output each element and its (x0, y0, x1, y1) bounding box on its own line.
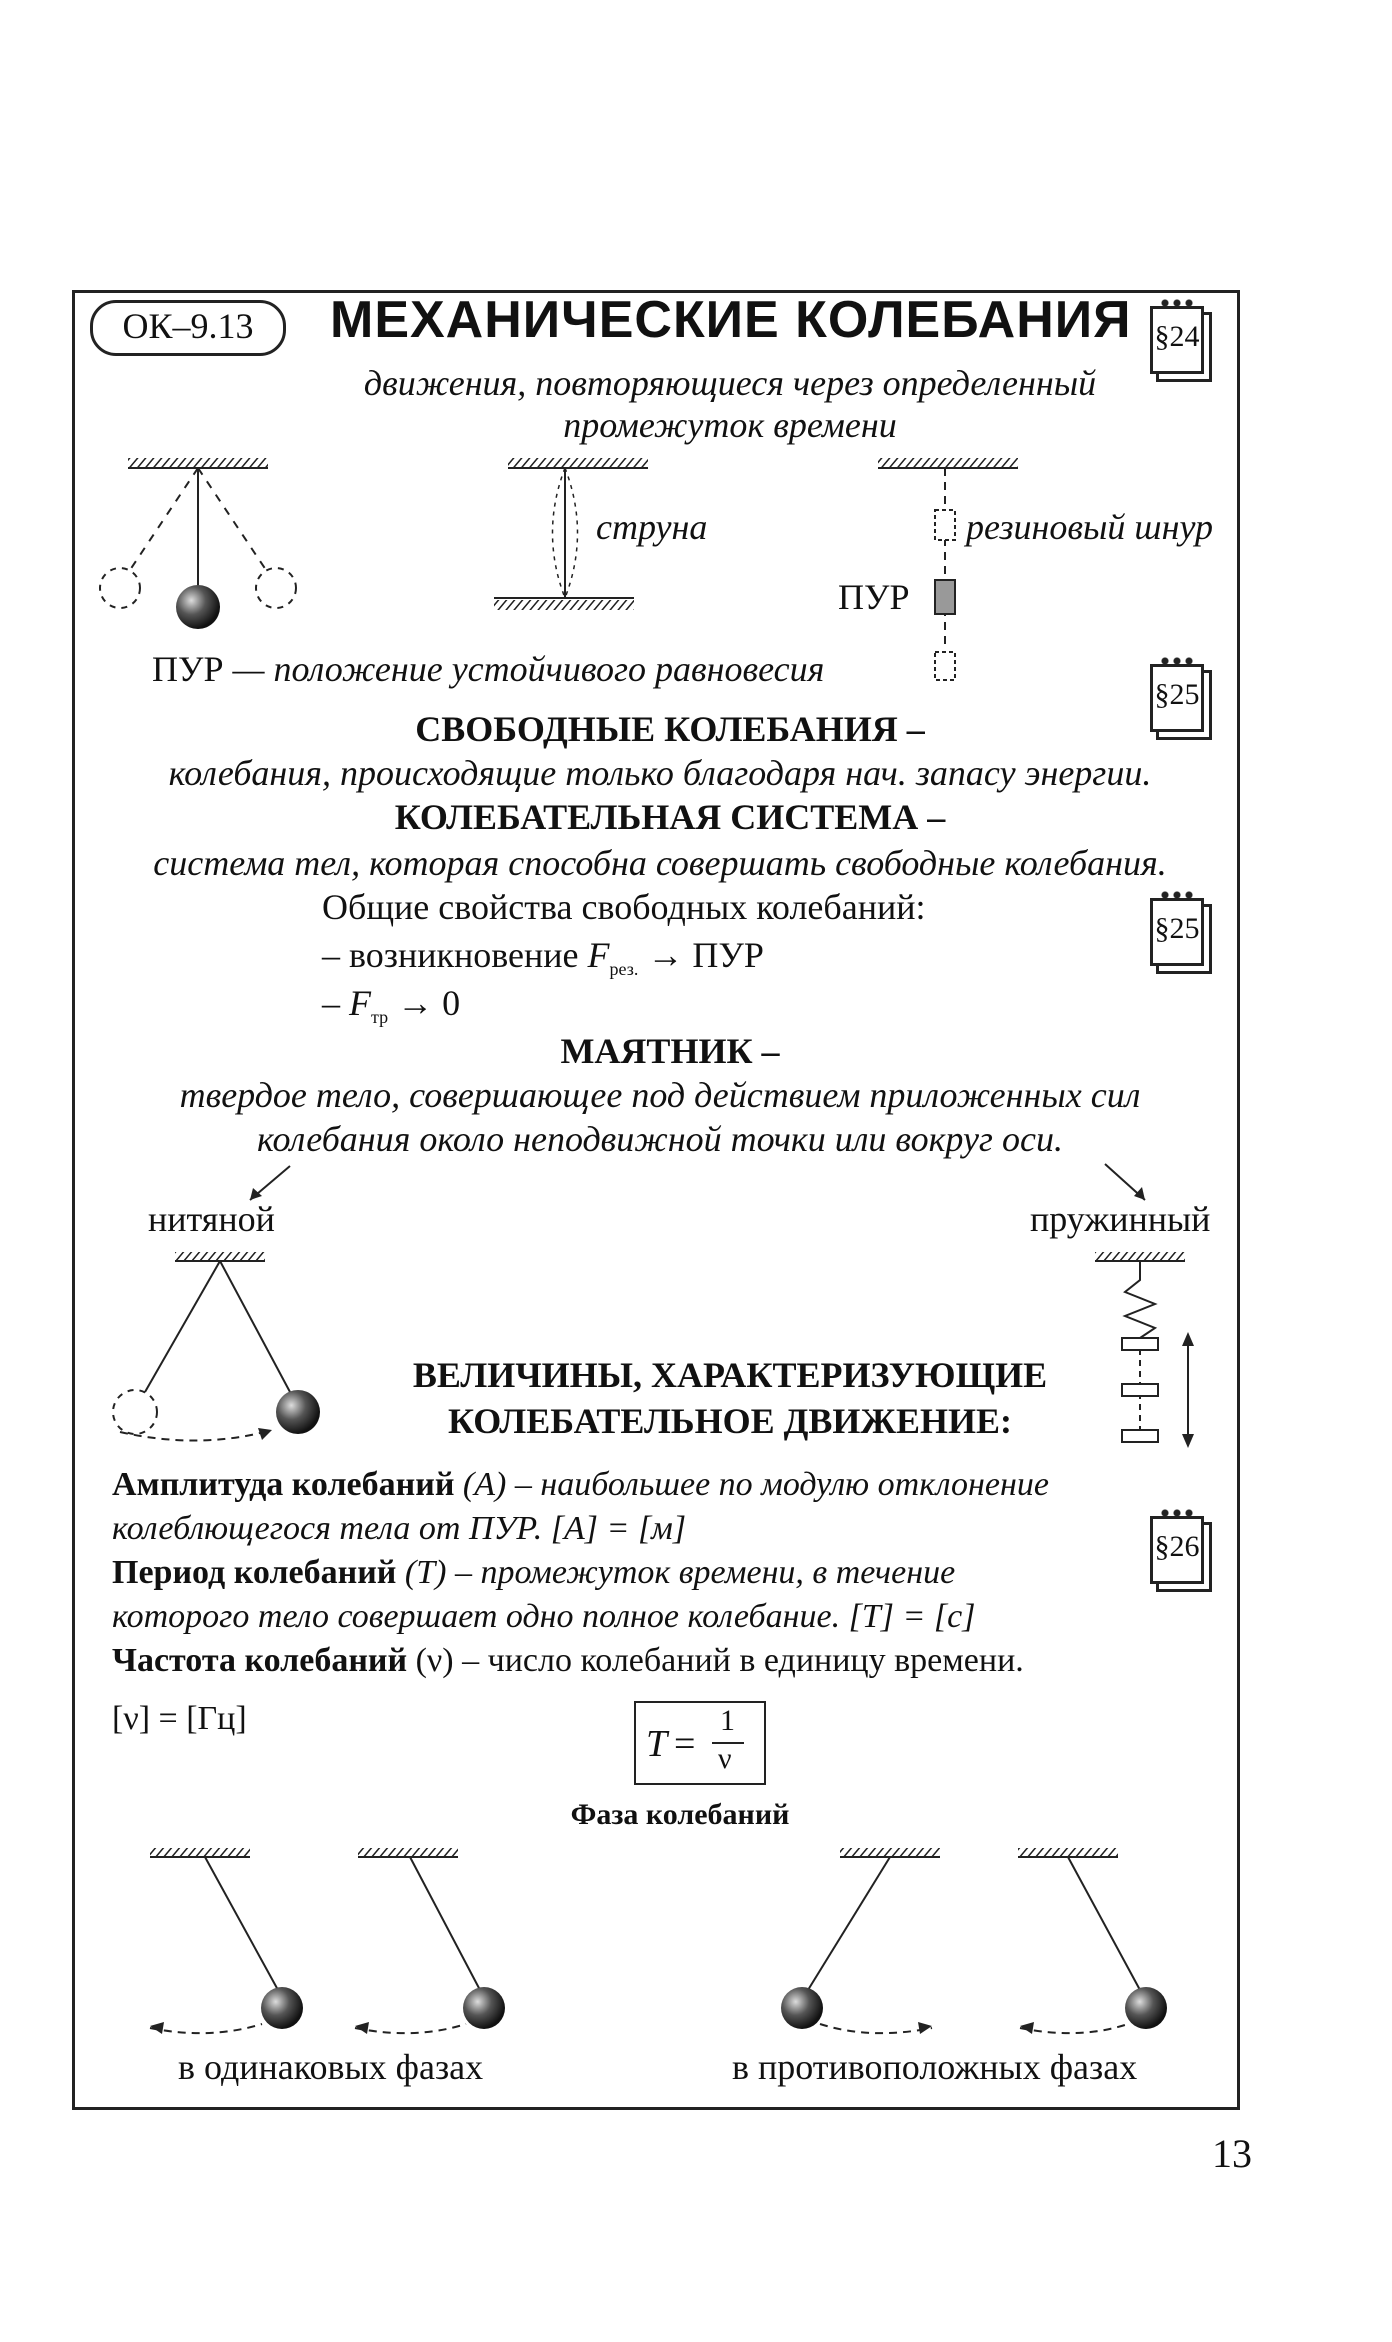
property-item-2: – $F_{тр} \to 0$ (322, 983, 461, 1028)
same-phase-diagram (150, 1848, 505, 2034)
rubber-cord-label: резиновый шнур (966, 507, 1213, 547)
paragraph-ref-26: §26 (1150, 1516, 1204, 1584)
page-title: МЕХАНИЧЕСКИЕ КОЛЕБАНИЯ (330, 291, 1132, 349)
period-formula: T = 1 ν (640, 1708, 760, 1778)
frequency-definition: Частота колебаний (ν) – число колебаний в единицу времени. (112, 1642, 1024, 1679)
same-phase-label: в одинаковых фазах (178, 2047, 484, 2087)
frequency-unit: [ν] = [Гц] (112, 1700, 247, 1737)
pendulum-diagram-top (100, 458, 296, 629)
amplitude-definition-line2: колеблющегося тела от ПУР. [A] = [м] (112, 1510, 687, 1547)
free-oscillations-term: СВОБОДНЫЕ КОЛЕБАНИЯ – (415, 709, 925, 749)
paragraph-ref-25-second: §25 (1150, 898, 1204, 966)
amplitude-definition: Амплитуда колебаний (A) – наибольшее по модулю отклонение (112, 1466, 1049, 1503)
pur-definition: ПУР — положение устойчивого равновесия (152, 649, 825, 689)
opposite-phase-diagram (781, 1848, 1167, 2034)
opposite-phase-label: в противоположных фазах (732, 2047, 1138, 2087)
oscillating-system-term: КОЛЕБАТЕЛЬНАЯ СИСТЕМА – (394, 797, 946, 837)
property-item-1: – возникновение $F_{рез.}$ → ПУР (322, 935, 764, 980)
pendulum-definition-line2: колебания около неподвижной точки или вокруг оси. (257, 1119, 1063, 1159)
page-number: 13 (1212, 2131, 1252, 2176)
spring-pendulum-diagram (1095, 1252, 1194, 1448)
phase-heading: Фаза колебаний (570, 1798, 790, 1831)
pendulum-term: МАЯТНИК – (560, 1031, 780, 1071)
paragraph-ref-25: §25 (1150, 664, 1204, 732)
rubber-cord-diagram (878, 458, 1018, 680)
string-label: струна (596, 507, 708, 547)
section-label: ОК–9.13 (90, 300, 286, 356)
free-oscillations-definition: колебания, происходящие только благодаря нач. запасу энергии. (168, 753, 1152, 793)
period-definition-line2: которого тело совершает одно полное колебание. [T] = [с] (112, 1598, 976, 1635)
period-definition: Период колебаний (T) – промежуток времени, в течение (112, 1554, 956, 1591)
spring-pendulum-label: пружинный (1030, 1199, 1211, 1239)
paragraph-ref-24: §24 (1150, 306, 1204, 374)
pur-figure-label: ПУР (838, 577, 910, 617)
title-definition-line1: движения, повторяющиеся через определенный (363, 363, 1097, 403)
quantities-heading-line2: КОЛЕБАТЕЛЬНОЕ ДВИЖЕНИЕ: (448, 1401, 1012, 1441)
pendulum-definition-line1: твердое тело, совершающее под действием приложенных сил (179, 1075, 1141, 1115)
thread-pendulum-label: нитяной (148, 1199, 275, 1239)
oscillating-system-definition: система тел, которая способна совершать свободные колебания. (153, 843, 1167, 883)
properties-heading: Общие свойства свободных колебаний: (322, 887, 926, 927)
title-definition-line2: промежуток времени (563, 405, 897, 445)
quantities-heading-line1: ВЕЛИЧИНЫ, ХАРАКТЕРИЗУЮЩИЕ (412, 1355, 1048, 1395)
thread-pendulum-diagram (113, 1252, 320, 1441)
